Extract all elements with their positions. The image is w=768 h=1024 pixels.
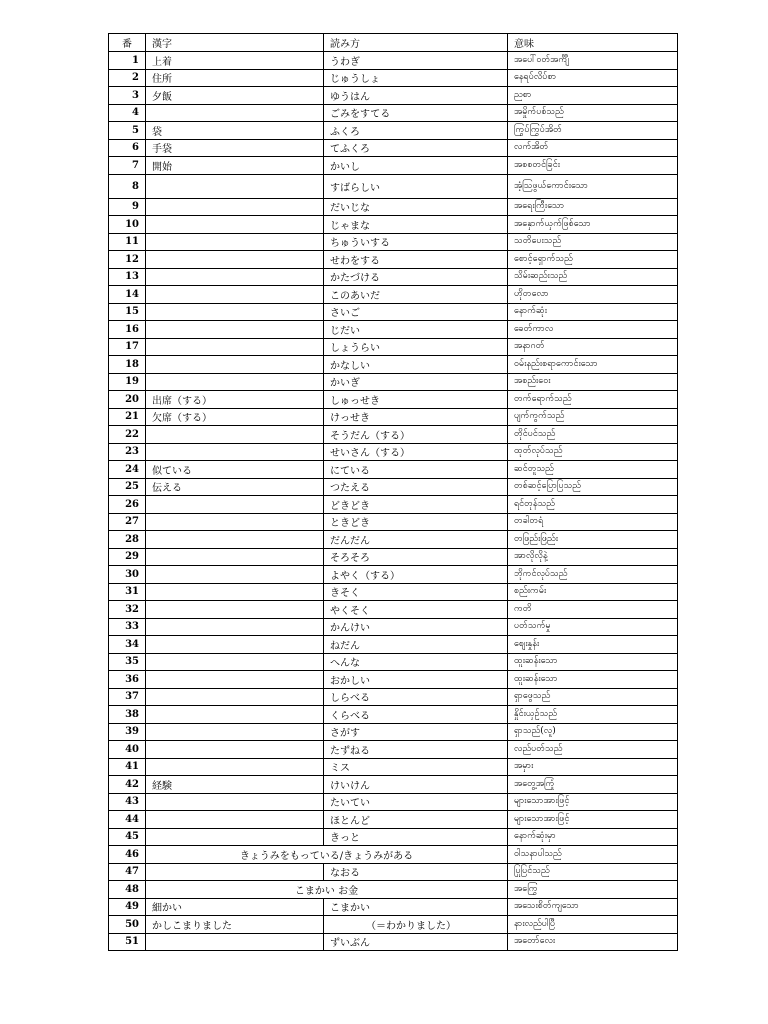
reading-cell: ちゅういする [324,233,508,251]
meaning-cell: ရှာဖွေသည် [508,688,678,706]
header-meaning: 意味 [508,34,678,52]
row-number: 47 [109,863,146,881]
table-row [109,338,678,356]
reading-cell: にている [324,461,508,479]
table-row [109,87,678,105]
row-number: 4 [109,104,146,122]
reading-cell: しゅっせき [324,391,508,409]
row-number: 35 [109,653,146,671]
row-number: 22 [109,426,146,444]
row-number: 5 [109,122,146,140]
table-row [109,881,678,899]
table-row [109,157,678,175]
meaning-cell: ထူးဆန်းသော [508,671,678,689]
meaning-cell: ထုတ်လုပ်သည် [508,443,678,461]
table-row [109,461,678,479]
meaning-cell: တစ်ဆင့်ပြောပြသည် [508,478,678,496]
table-row [109,216,678,234]
kanji-cell [146,356,324,374]
table-row [109,566,678,584]
meaning-cell: များသောအားဖြင့် [508,793,678,811]
reading-cell: たずねる [324,741,508,759]
table-row [109,303,678,321]
reading-cell: そうだん（する） [324,426,508,444]
row-number: 41 [109,758,146,776]
meaning-cell: အသေးစိတ်ကျသော [508,898,678,916]
table-row [109,478,678,496]
meaning-cell: ဝမ်းနည်းစရာကောင်းသော [508,356,678,374]
meaning-cell: ကတိ [508,601,678,619]
reading-cell: きっと [324,828,508,846]
kanji-cell [146,933,324,951]
kanji-cell: 欠席（する） [146,408,324,426]
meaning-cell: ပျက်ကွက်သည် [508,408,678,426]
meaning-cell: ဟိုတလော [508,286,678,304]
reading-cell: そろそろ [324,548,508,566]
reading-cell: このあいだ [324,286,508,304]
table-row [109,601,678,619]
kanji-cell: 出席（する） [146,391,324,409]
row-number: 17 [109,338,146,356]
table-row [109,268,678,286]
kanji-cell: 上着 [146,52,324,70]
row-number: 11 [109,233,146,251]
row-number: 15 [109,303,146,321]
row-number: 46 [109,846,146,864]
meaning-cell: အကြွေ [508,881,678,899]
kanji-cell [146,286,324,304]
table-row [109,671,678,689]
row-number: 29 [109,548,146,566]
reading-cell: つたえる [324,478,508,496]
table-row [109,251,678,269]
kanji-cell: 手袋 [146,139,324,157]
meaning-cell: ညစာ [508,87,678,105]
meaning-cell: အမှိုက်ပစ်သည် [508,104,678,122]
row-number: 42 [109,776,146,794]
meaning-cell: အတော်လေး [508,933,678,951]
table-row [109,548,678,566]
row-number: 2 [109,69,146,87]
kanji-cell [146,811,324,829]
row-number: 20 [109,391,146,409]
table-row [109,618,678,636]
meaning-cell: ကြွပ်ကြွပ်အိတ် [508,122,678,140]
row-number: 27 [109,513,146,531]
meaning-cell: တက်ရောက်သည် [508,391,678,409]
row-number: 1 [109,52,146,70]
reading-cell: かなしい [324,356,508,374]
row-number: 32 [109,601,146,619]
row-number: 6 [109,139,146,157]
meaning-cell: အာလိုလိုနဲ့ [508,548,678,566]
row-number: 19 [109,373,146,391]
kanji-cell: 細かい [146,898,324,916]
kanji-cell [146,513,324,531]
kanji-cell: 伝える [146,478,324,496]
table-row [109,653,678,671]
kanji-cell: 袋 [146,122,324,140]
row-number: 8 [109,174,146,198]
table-row [109,174,678,198]
reading-cell: さいご [324,303,508,321]
meaning-cell: သတိပေးသည် [508,233,678,251]
header-reading: 読み方 [324,34,508,52]
reading-cell: じゃまな [324,216,508,234]
row-number: 13 [109,268,146,286]
kanji-cell [146,174,324,198]
meaning-cell: တခါတရံ [508,513,678,531]
meaning-cell: ဘိုကင်လုပ်သည် [508,566,678,584]
merged-kanji-reading-cell: きょうみをもっている/きょうみがある [146,846,508,864]
table-row [109,321,678,339]
kanji-cell [146,426,324,444]
reading-cell: さがす [324,723,508,741]
table-row [109,373,678,391]
table-row [109,104,678,122]
reading-cell: しらべる [324,688,508,706]
reading-cell: せいさん（する） [324,443,508,461]
kanji-cell [146,706,324,724]
reading-cell: たいてい [324,793,508,811]
row-number: 51 [109,933,146,951]
meaning-cell: လက်အိတ် [508,139,678,157]
reading-cell: かいし [324,157,508,175]
table-row [109,443,678,461]
table-row [109,356,678,374]
reading-cell: こまかい [324,898,508,916]
row-number: 38 [109,706,146,724]
table-row [109,391,678,409]
table-row [109,52,678,70]
kanji-cell [146,443,324,461]
reading-cell: ときどき [324,513,508,531]
row-number: 31 [109,583,146,601]
kanji-cell [146,688,324,706]
kanji-cell [146,863,324,881]
table-row [109,408,678,426]
kanji-cell [146,828,324,846]
kanji-cell [146,373,324,391]
meaning-cell: အစစတင်ခြင်း [508,157,678,175]
row-number: 37 [109,688,146,706]
meaning-cell: အံ့သြဖွယ်ကောင်းသော [508,174,678,198]
row-number: 36 [109,671,146,689]
row-number: 7 [109,157,146,175]
row-number: 25 [109,478,146,496]
table-row [109,898,678,916]
row-number: 40 [109,741,146,759]
table-row [109,793,678,811]
kanji-cell [146,496,324,514]
reading-cell: おかしい [324,671,508,689]
row-number: 39 [109,723,146,741]
kanji-cell [146,671,324,689]
meaning-cell: အနှောက်ယှက်ဖြစ်သော [508,216,678,234]
reading-cell: よやく（する） [324,566,508,584]
row-number: 49 [109,898,146,916]
kanji-cell [146,653,324,671]
reading-cell: ごみをすてる [324,104,508,122]
kanji-cell [146,601,324,619]
meaning-cell: များသောအားဖြင့် [508,811,678,829]
table-row [109,688,678,706]
reading-cell: じだい [324,321,508,339]
kanji-cell [146,338,324,356]
kanji-cell: 経験 [146,776,324,794]
meaning-cell: သိမ်းဆည်းသည် [508,268,678,286]
header-number: 番 [109,34,146,52]
meaning-cell: ပြုပြင်သည် [508,863,678,881]
row-number: 28 [109,531,146,549]
kanji-cell [146,198,324,216]
meaning-cell: နောက်ဆုံး [508,303,678,321]
row-number: 12 [109,251,146,269]
kanji-cell [146,723,324,741]
header-row [109,34,678,52]
meaning-cell: အပေါ်ဝတ်အင်္ကျီ [508,52,678,70]
vocab-body [109,52,678,951]
table-row [109,426,678,444]
reading-cell: だんだん [324,531,508,549]
meaning-cell: နေရပ်လိပ်စာ [508,69,678,87]
row-number: 48 [109,881,146,899]
kanji-cell [146,548,324,566]
meaning-cell: တိုင်ပင်သည် [508,426,678,444]
kanji-cell: 似ている [146,461,324,479]
table-row [109,636,678,654]
row-number: 21 [109,408,146,426]
row-number: 10 [109,216,146,234]
meaning-cell: နောက်ဆုံးမှာ [508,828,678,846]
table-row [109,741,678,759]
row-number: 30 [109,566,146,584]
table-row [109,198,678,216]
kanji-cell: 開始 [146,157,324,175]
row-number: 43 [109,793,146,811]
meaning-cell: အစည်းဝေး [508,373,678,391]
reading-cell: じゅうしょ [324,69,508,87]
meaning-cell: နှိုင်းယှဉ်သည် [508,706,678,724]
reading-cell: ふくろ [324,122,508,140]
reading-cell: やくそく [324,601,508,619]
kanji-cell [146,303,324,321]
reading-cell: くらべる [324,706,508,724]
kanji-cell [146,758,324,776]
reading-cell: ほとんど [324,811,508,829]
reading-cell: ねだん [324,636,508,654]
row-number: 33 [109,618,146,636]
kanji-cell [146,583,324,601]
reading-cell: （＝わかりました） [324,916,508,934]
meaning-cell: ရင်တုန်သည် [508,496,678,514]
table-row [109,758,678,776]
kanji-cell [146,216,324,234]
reading-cell: ゆうはん [324,87,508,105]
reading-cell: てふくろ [324,139,508,157]
kanji-cell [146,268,324,286]
row-number: 26 [109,496,146,514]
table-row [109,496,678,514]
reading-cell: へんな [324,653,508,671]
reading-cell: かたづける [324,268,508,286]
table-row [109,811,678,829]
table-row [109,723,678,741]
kanji-cell [146,741,324,759]
table-row [109,863,678,881]
row-number: 9 [109,198,146,216]
kanji-cell [146,104,324,122]
reading-cell: せわをする [324,251,508,269]
vocab-table [108,33,678,951]
reading-cell: なおる [324,863,508,881]
row-number: 44 [109,811,146,829]
kanji-cell [146,233,324,251]
meaning-cell: စျေးနှုန်း [508,636,678,654]
reading-cell: しょうらい [324,338,508,356]
header-kanji: 漢字 [146,34,324,52]
kanji-cell: 住所 [146,69,324,87]
table-row [109,531,678,549]
reading-cell: ずいぶん [324,933,508,951]
table-row [109,583,678,601]
meaning-cell: အတွေ့အကြုံ [508,776,678,794]
table-row [109,513,678,531]
reading-cell: けっせき [324,408,508,426]
kanji-cell [146,618,324,636]
meaning-cell: ပတ်သက်မှု [508,618,678,636]
merged-kanji-reading-cell: こまかい お金 [146,881,508,899]
reading-cell: かんけい [324,618,508,636]
kanji-cell [146,321,324,339]
row-number: 34 [109,636,146,654]
row-number: 24 [109,461,146,479]
row-number: 14 [109,286,146,304]
reading-cell: うわぎ [324,52,508,70]
row-number: 45 [109,828,146,846]
reading-cell: どきどき [324,496,508,514]
table-row [109,776,678,794]
meaning-cell: လည်ပတ်သည် [508,741,678,759]
row-number: 16 [109,321,146,339]
table-row [109,846,678,864]
table-row [109,828,678,846]
kanji-cell [146,531,324,549]
reading-cell: ミス [324,758,508,776]
meaning-cell: အမှား [508,758,678,776]
meaning-cell: အနာဂတ် [508,338,678,356]
table-row [109,916,678,934]
kanji-cell: かしこまりました [146,916,324,934]
meaning-cell: ရှာသည်(လူ) [508,723,678,741]
table-row [109,233,678,251]
kanji-cell [146,636,324,654]
table-row [109,139,678,157]
meaning-cell: ဆင်တူသည် [508,461,678,479]
meaning-cell: ထူးဆန်းသော [508,653,678,671]
table-row [109,706,678,724]
reading-cell: かいぎ [324,373,508,391]
reading-cell: すばらしい [324,174,508,198]
meaning-cell: စည်းကမ်း [508,583,678,601]
row-number: 50 [109,916,146,934]
table-row [109,122,678,140]
meaning-cell: တဖြည်းဖြည်း [508,531,678,549]
row-number: 18 [109,356,146,374]
kanji-cell [146,251,324,269]
kanji-cell [146,566,324,584]
row-number: 23 [109,443,146,461]
table-row [109,933,678,951]
meaning-cell: နားလည်ပါပြီ [508,916,678,934]
kanji-cell: 夕飯 [146,87,324,105]
table-row [109,69,678,87]
reading-cell: だいじな [324,198,508,216]
meaning-cell: ခေတ်ကာလ [508,321,678,339]
meaning-cell: စောင့်ရှောက်သည် [508,251,678,269]
reading-cell: けいけん [324,776,508,794]
row-number: 3 [109,87,146,105]
reading-cell: きそく [324,583,508,601]
meaning-cell: ဝါသနာပါသည် [508,846,678,864]
meaning-cell: အရေးကြီးသော [508,198,678,216]
table-row [109,286,678,304]
kanji-cell [146,793,324,811]
